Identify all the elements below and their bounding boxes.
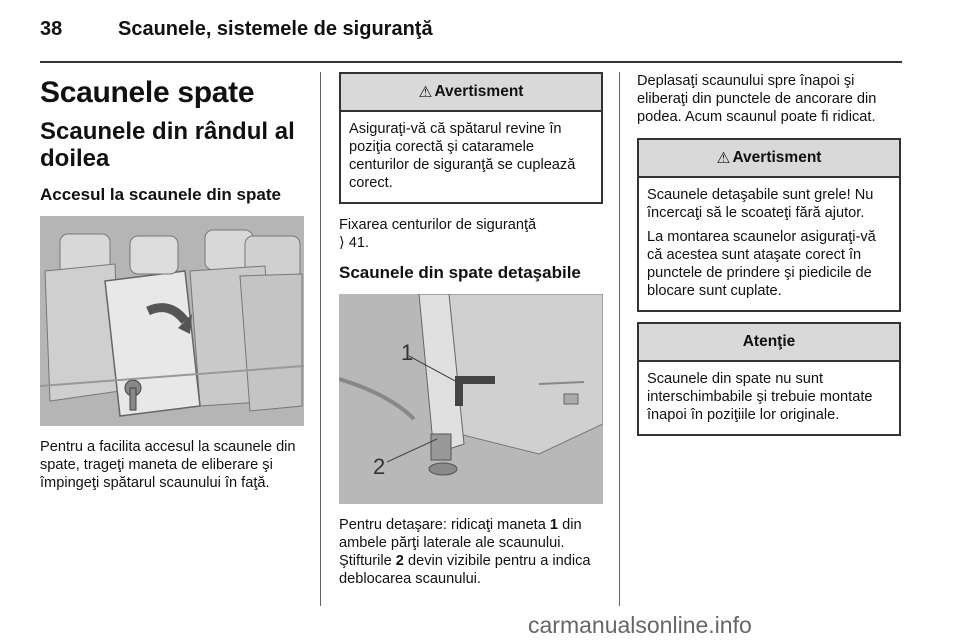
warning-title: Avertisment [732,149,822,166]
section-title: Scaunele spate [40,76,255,109]
belts-ref: 41. [348,235,370,251]
belts-reference [339,216,603,252]
removal-drawing [339,294,603,504]
seat-drawing [40,216,304,426]
caution-box [637,322,901,436]
warning-title: Avertisment [434,83,524,100]
page-ref-icon: ⟩ [339,235,345,251]
caution-text: Scaunele din spate nu sunt interschimbabile şi trebuie montate înapoi în poziţiile lor originale. [647,371,873,423]
caution-body [639,362,899,434]
removal-paragraph: Pentru detaşare: ridicaţi maneta 1 din ambele părţi laterale ale scaunului. Ştifturile 2 devin vizibile pentru a indica deblocarea scaunului. [339,517,591,587]
watermark: carmanualsonline.info [528,612,752,638]
warning-body [341,112,601,202]
seat-access-illustration [40,216,304,426]
caution-header [639,324,899,362]
warning-box [637,138,901,312]
page-header [40,14,902,54]
warning-text-1: Scaunele detaşabile sunt grele! Nu încercaţi să le scoateţi fără ajutor. [647,187,874,221]
column-2 [339,72,603,596]
warning-text-2: La montarea scaunelor asiguraţi-vă că acestea sunt ataşate corect în punctele de prindere şi piedicile de blocare sunt cuplate. [647,229,876,299]
belts-text: Fixarea centurilor de siguranţă [339,217,537,233]
warning-header [639,140,899,178]
topic-title: Accesul la scaunele din spate [40,185,281,204]
warning-box [339,72,603,204]
warning-icon: ⚠ [716,149,731,167]
column-divider [619,72,620,606]
seat-removal-illustration [339,294,603,504]
warning-header [341,74,601,112]
column-1 [40,72,304,500]
warning-icon: ⚠ [418,83,433,101]
paragraph: Pentru a facilita accesul la scaunele din spate, trageţi maneta de eliberare şi împingeţi spătarul scaunului în faţă. [40,439,296,491]
subsection-title: Scaunele din rândul al doilea [40,118,295,172]
callout-2: 2 [373,454,386,479]
intro-paragraph: Deplasaţi scaunului spre înapoi şi eliberaţi din punctele de ancorare din podea. Acum scaunul poate fi ridicat. [637,73,877,125]
column-3 [637,72,901,436]
chapter-title: Scaunele, sistemele de siguranţă [118,18,433,40]
caution-title: Atenţie [742,333,796,350]
warning-text: Asiguraţi-vă că spătarul revine în poziţia corectă şi cataramele centurilor de siguranţă se cuplează corect. [349,121,576,191]
header-divider [40,61,902,63]
callout-1: 1 [401,340,414,365]
column-divider [320,72,321,606]
warning-body [639,178,899,310]
topic-title: Scaunele din spate detaşabile [339,263,581,282]
page-number: 38 [40,18,63,40]
